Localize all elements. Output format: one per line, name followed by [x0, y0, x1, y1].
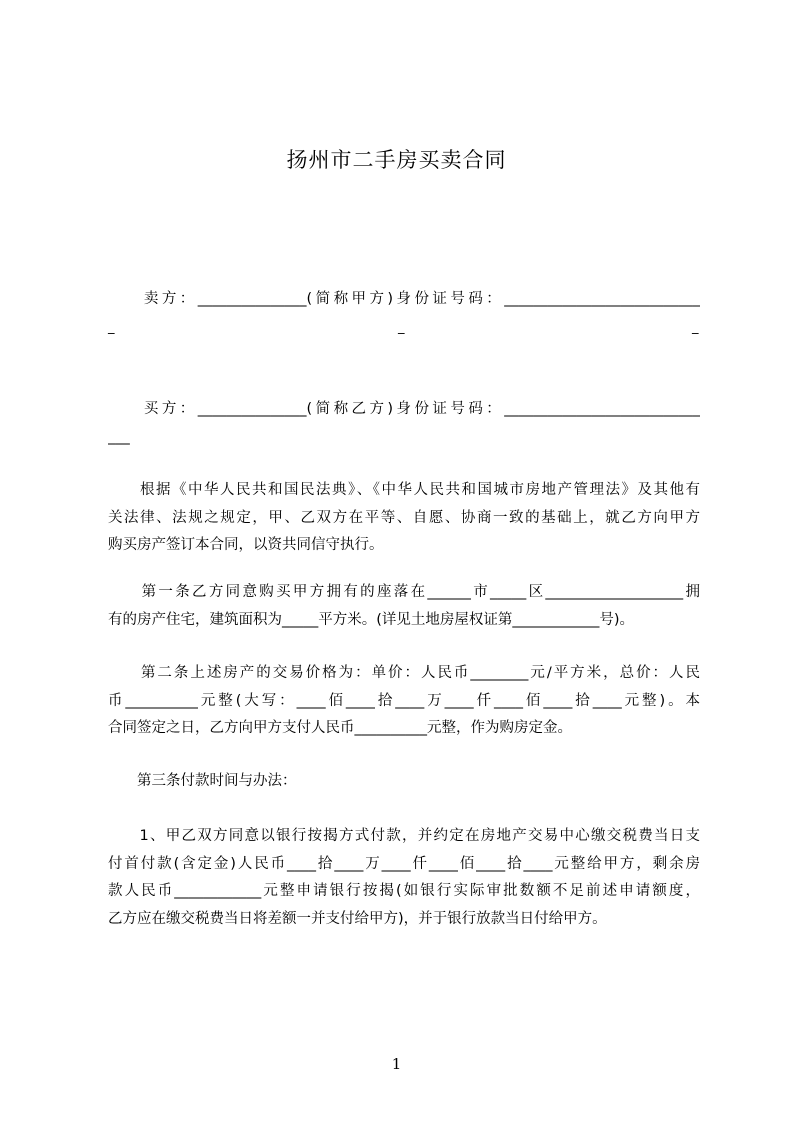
article3-item1-line: 1、甲乙双方同意以银行按揭方式付款，并约定在房地产交易中心缴交税费当日支: [108, 828, 700, 844]
article1-line: 有的房产住宅，建筑面积为_____平方米。(详见土地房屋权证第____________号)。: [108, 612, 635, 628]
article3-item1-line: 款人民币____________元整申请银行按揭(如银行实际审批数额不足前述申请额度，: [108, 883, 700, 899]
seller-line: 卖方：_______________(简称甲方)身份证号码：___________________________: [108, 291, 700, 307]
buyer-line: 买方：_______________(简称乙方)身份证号码：___________________________: [108, 401, 700, 417]
article3-item1-line: 付首付款(含定金)人民币____拾____万____仟____佰____拾____元整给甲方，剩余房: [108, 856, 700, 872]
article3-item1-line: 乙方应在缴交税费当日将差额一并支付给甲方)，并于银行放款当日付给甲方。: [108, 911, 607, 927]
seller-line-mark: _: [692, 320, 699, 335]
seller-line-mark: _: [398, 320, 405, 335]
intro-line: 购买房产签订本合同，以资共同信守执行。: [108, 537, 384, 553]
seller-line-mark: _: [108, 320, 115, 335]
article2-line: 第二条上述房产的交易价格为：单价：人民币________元/平方米，总价：人民: [108, 665, 700, 681]
article3-heading: 第三条付款时间与办法：: [108, 773, 297, 789]
article2-line: 币__________元整(大写：____佰____拾____万____仟____佰____拾____元整)。本: [108, 693, 700, 709]
article2-line: 合同签定之日，乙方向甲方支付人民币__________元整，作为购房定金。: [108, 720, 572, 736]
document-title: 扬州市二手房买卖合同: [286, 148, 507, 172]
intro-line: 关法律、法规之规定，甲、乙双方在平等、自愿、协商一致的基础上，就乙方向甲方: [108, 510, 700, 526]
article1-line: 第一条乙方同意购买甲方拥有的座落在______市_____区___________________拥: [108, 584, 700, 600]
page-number: 1: [391, 1055, 402, 1073]
buyer-line-continuation: ___: [108, 429, 130, 445]
intro-line: 根据《中华人民共和国民法典》、《中华人民共和国城市房地产管理法》及其他有: [108, 482, 700, 498]
